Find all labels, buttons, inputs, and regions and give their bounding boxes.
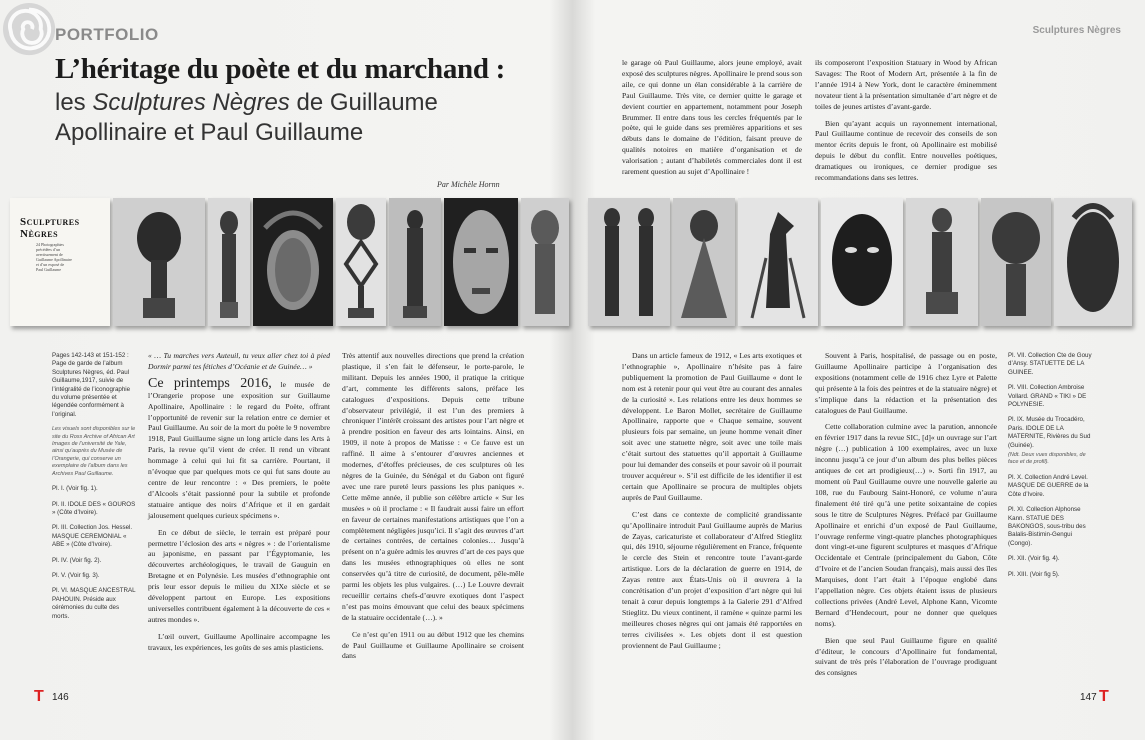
article-title: L’héritage du poète et du marchand : (55, 53, 505, 85)
album-cover-line: Guillaume Apollinaire (36, 257, 72, 262)
plate-caption: Pl. X. Collection André Level. MASQUE DE GUERRE de la Côte d’Ivoire. (1008, 473, 1089, 498)
paragraph: le garage où Paul Guillaume, alors jeune employé, avait exposé des sculptures nègres. Apollinaire le prend sous son aile, ce qui donne un élan considérable à la carrière de Paul Guillaume. Très vite, ce dernier quitte le garage et devient courtier en appartement, notamment pour Joseph Brummer. Il entre dans tous les cercles fréquentés par le poète, qui le guide dans ses premières apparitions et ses débuts dans le domaine de l’édition, faisant preuve de qualités notoires en matière d’organisation et de valorisation ; autant d’habiletés commerciales dont il est rarement question au sujet d’Apollinaire ! (622, 58, 802, 177)
text-column-3 (622, 351, 802, 657)
sculpture-photo (821, 198, 903, 326)
paragraph: En ce début de siècle, le terrain est préparé pour permettre l’éclosion des arts « nègres » : de l’orientalisme au japonisme, en passant par l’Égyptomanie, les découvertes archéologiques, le travail de Gauguin en Bretagne et en Polynésie. Les musées d’ethnographie ont pris leur essor depuis le milieu du XIXe siècle et se développent partout en Europe. Les expositions universelles contribuent également à la découverte de ces « autres mondes ». (148, 527, 330, 624)
plate-note: (Ndt. Deux vues disponibles, de face et de profil). (1008, 452, 1086, 466)
byline: Par Michèle Hornn (437, 180, 500, 189)
album-cover-line: avertissement de (36, 252, 63, 257)
article-subtitle: les Sculptures Nègres de Guillaume Apollinaire et Paul Guillaume (55, 89, 438, 146)
sculpture-photo (673, 198, 735, 326)
sculpture-photo (906, 198, 978, 326)
paragraph: Souvent à Paris, hospitalisé, de passage ou en poste, Guillaume Apollinaire participe à l’organisation des expositions (notamment celle de 1916 chez Lyre et Palette qui présente à la fois des peintres et de la statuaire nègre) et s’implique dans la rédaction et la présentation des catalogues de Paul Guillaume. (815, 351, 997, 415)
left-caption-sidebar (52, 352, 136, 628)
plate-caption: Pl. XI. Collection Alphonse Kann. STATUE DES BAKONGOS, sous-tribu des Balalis-Bistimin-Gengui (Congo). (1008, 506, 1086, 547)
album-cover-line: 24 Photographies (36, 242, 64, 247)
paragraph: C’est dans ce contexte de complicité grandissante qu’Apollinaire introduit Paul Guillaume auprès de Marius de Zayas, caricaturiste et collaborateur d’Alfred Stieglitz qui, dès 1910, séjourne régulièrement en France, fréquente le cercle des Stein et rencontre toute l’avant-garde artistique. Lors de la déclaration de guerre en 1914, de Zayas rentre aux États-Unis où il œuvrera à la concrétisation d’un projet d’exposition d’art nègre qui lui tenait à cœur depuis longtemps à la Galerie 291 d’Alfred Stieglitz. Du vieux continent, il ramène « quinze parmi les meilleures choses nègres qui ont jamais été rapportées en terres civilisées ». Les objets dont il est question proviennent de Paul Guillaume ; (622, 509, 802, 650)
paragraph: le musée de l’Orangerie propose une exposition sur Guillaume Apollinaire, Apollinaire : le regard du Poète, offrant l’opportunité de revenir sur la relation entre ce dernier et Paul Guillaume. Au soir de la mort du poète le 9 novembre 1918, Paul Guillaume signe un long article dans les Arts à Paris, la revue qu’il vient de créer. Il rend un vibrant hommage à celui qui lui fit sa carrière. Pourtant, il n’évoque que par quelques mots ce qui fut sans doute au centre de leur rencontre : « Des premiers, le poète d’Alcools s’était passionné pour la subtile et profonde statuaire antique des noirs d’Afrique et il en gardait jalousement quelques curieux spécimens ». (148, 379, 331, 520)
paragraph: Bien que seul Paul Guillaume figure en qualité d’éditeur, le concours d’Apollinaire fut fondamental, suivant de très près l’élaboration de l’ouvrage prodiguant des consignes (815, 635, 997, 678)
sculpture-photo (389, 198, 441, 326)
text-column-4 (815, 351, 997, 685)
sculpture-photo (444, 198, 518, 326)
plate-caption: Pl. XII. (Voir fig. 4). (1008, 555, 1060, 563)
paragraph: Très attentif aux nouvelles directions que prend la création plastique, il s’en fait le défenseur, le porte-parole, le militant. Depuis les années 1900, il pratique la critique d’art, commente les différents salons, préface les catalogues d’expositions. Depuis cette tribune d’observateur privilégié, il est l’un des premiers à chroniquer l’intérêt croissant des artistes pour l’art nègre et à prendre position en faveur des arts lointains. Ainsi, en 1909, il note à propos de Matisse : « Ce fauve est un raffiné. Il aime à s’entourer d’œuvres anciennes et modernes, d’étoffes précieuses, de ces sculptures où les nègres de la Guinée, du Sénégal et du Gabon ont figuré avec une rare pureté leurs passions les plus paniques ». Cette même année, il publie son célèbre article « Sur les musées » où il proclame : « Il faudrait aussi faire un effort en faveur de certaines manifestations artistiques que l’on a complètement négligées jusqu’ici. Il s’agit des œuvres d’art de certaines contrées, de certaines colonies… Jusqu’à présent on n’a guère admis les œuvres d’art de ces pays que dans les musées ethnographiques où elles ne sont conservées qu’à titre de curiosité, de document, pêle-mêle parmi les objets les plus vulgaires. (…) Le Louvre devrait recueillir certains chefs-d’œuvre exotiques dont l’aspect n’est pas moins émouvant que celui des beaux spécimens de la statuaire occidentale (…). » (342, 351, 524, 622)
sculpture-photo (981, 198, 1051, 326)
running-head: Sculptures Nègres (1032, 25, 1121, 36)
plate-caption: Pl. IX. Musée du Trocadéro, Paris. IDOLE DE LA MATERNITE, Rivières du Sud (Guinée). (1008, 416, 1091, 449)
spiral-logo-icon (2, 2, 60, 60)
text-column-top-2 (815, 58, 997, 190)
lead-in: Ce printemps 2016, (148, 375, 272, 391)
sculpture-photo (588, 198, 670, 326)
availability-note: Les visuels sont disponibles sur le site du Ross Archive of African Art Images de l’université de Yale, ainsi qu’auprès du Musée de l’Orangerie, qui conserve un exemplaire de l’album dans les Archives Paul Guillaume. (52, 426, 136, 477)
page-number-right: 147 (1080, 692, 1097, 703)
album-cover-line: Paul Guillaume (36, 267, 61, 272)
sculpture-photo (336, 198, 386, 326)
album-cover-image (10, 198, 110, 326)
text-column-2 (342, 351, 524, 668)
sculpture-photo (1054, 198, 1132, 326)
right-caption-sidebar (1008, 352, 1094, 586)
paragraph: Ce n’est qu’en 1911 ou au début 1912 que les chemins de Paul Guillaume et Guillaume Apollinaire se croisent dans (342, 629, 524, 661)
album-cover-line: précédées d’un (36, 247, 61, 252)
text-column-top-1 (622, 58, 802, 184)
page-number-left: 146 (52, 692, 69, 703)
album-caption: Pages 142-143 et 151-152 : Page de garde de l’album Sculptures Nègres, éd. Paul Guillaume,1917, suivie de l’intégralité de l’iconographie du volume présentée et légendée conformément à l’original. (52, 352, 131, 418)
plate-caption: Pl. VI. MASQUE ANCESTRAL PAHOUIN. Préside aux cérémonies du culte des morts. (52, 587, 136, 620)
magazine-logo-left: T (34, 688, 44, 705)
plate-caption: Pl. V. (Voir fig. 3). (52, 571, 100, 579)
magazine-logo-right: T (1099, 688, 1109, 705)
paragraph: Cette collaboration culmine avec la parution, annoncée en février 1917 dans la revue SIC, [d]« un ouvrage sur l’art nègre (…) publication à 100 exemplaires, avec un luxe inconnu jusqu’à ce jour d’un album des plus belles pièces antiques de cet art prodigieux(…) ». Sorti fin 1917, au moment où Paul Guillaume ouvre une nouvelle galerie au 108, rue du Faubourg Saint-Honoré, ce volume n’aura finalement été tiré qu’à une petite soixantaine de copies sous le titre de Sculptures Nègres. Préfacé par Guillaume Apollinaire et enrichi d’un exposé de Paul Guillaume, l’ouvrage renferme vingt-quatre planches photographiques dont vingt-et-une figurent sculptures et masques d’Afrique Occidentale et Centrale (principalement du Gabon, Côte d’Ivoire et de l’ancien Soudan français), mais aussi des îles Marquises, dont l’art était à l’époque englobé dans l’appellation nègre. Ces objets étaient issus de plusieurs collections privées (André Level, Alphone Kann, Vicomte Bernard d’Hendecourt, pour ne donner que quelques noms). (815, 422, 997, 628)
sculpture-photo-strip (10, 198, 1135, 330)
plate-caption: Pl. I. (Voir fig. 1). (52, 485, 98, 493)
plate-caption: Pl. II. IDOLE DES « GOUROS » (Côte d’Ivoire). (52, 500, 136, 516)
section-label: PORTFOLIO (55, 25, 159, 44)
album-cover-line: et d’un exposé de (36, 262, 65, 267)
plate-caption: Pl. VII. Collection Cte de Gouy d’Ansy. STATUETTE DE LA GUINEE. (1008, 352, 1092, 376)
paragraph: Bien qu’ayant acquis un rayonnement international, Paul Guillaume continue de recevoir des conseils de son mentor écrits depuis le front, où Apollinaire est mobilisé depuis le début du conflit. Entre nouvelles poétiques, dramatiques ou ironiques, ce dernier prodigue ses recommandations dans ses lettres. (815, 118, 997, 183)
plate-caption: Pl. IV. (Voir fig. 2). (52, 556, 102, 564)
epigraph: « … Tu marches vers Auteuil, tu veux aller chez toi à pied Dormir parmi tes fétiches d’Océanie et de Guinée… » (148, 351, 330, 371)
paragraph: L’œil ouvert, Guillaume Apollinaire accompagne les travaux, les expériences, les goûts de ses amis plasticiens. (148, 631, 330, 652)
paragraph: ils composeront l’exposition Statuary in Wood by African Savages: The Root of Modern Art, présentée à la fin de l’année 1914 à New York, dont le caractère éminemment novateur tient à la présentation simultanée d’art nègre et de toiles de jeunes artistes d’avant-garde. (815, 58, 997, 111)
sculpture-photo (738, 198, 818, 326)
sculpture-photo (113, 198, 205, 326)
sculpture-photo (253, 198, 333, 326)
paragraph: Dans un article fameux de 1912, « Les arts exotiques et l’ethnographie », Apollinaire n’hésite pas à faire publiquement la promotion de Paul Guillaume « dont le nom est à retenir pour qui veut être au courant des annales de la curiosité ». Les relations entre les deux hommes se développent. Le Baron Mollet, secrétaire de Guillaume Apollinaire, rapporte que « Chaque semaine, souvent plusieurs fois par semaine, un jeune homme venait dîner soit avec une statuette nègre, soit avec une toile mais c’était surtout des statuettes qu’il apportait à Guillaume pour lui demander des conseils et pour savoir où il pourrait trouver acquéreur ». S’il est difficile de les identifier il est certain que Apollinaire se procura de multiples objets auprès de Paul Guillaume. (622, 351, 802, 502)
album-cover-title: Sculptures Nègres (20, 216, 80, 240)
text-column-1 (148, 351, 330, 660)
plate-caption: Pl. XIII. (Voir fig 5). (1008, 570, 1060, 578)
sculpture-photo (521, 198, 569, 326)
plate-caption: Pl. III. Collection Jos. Hessel. MASQUE CEREMONIAL « ABE » (Côte d’Ivoire). (52, 524, 133, 549)
plate-caption: Pl. VIII. Collection Ambroise Vollard. GRAND « TIKI » DE POLYNESIE. (1008, 384, 1087, 409)
sculpture-photo (208, 198, 250, 326)
